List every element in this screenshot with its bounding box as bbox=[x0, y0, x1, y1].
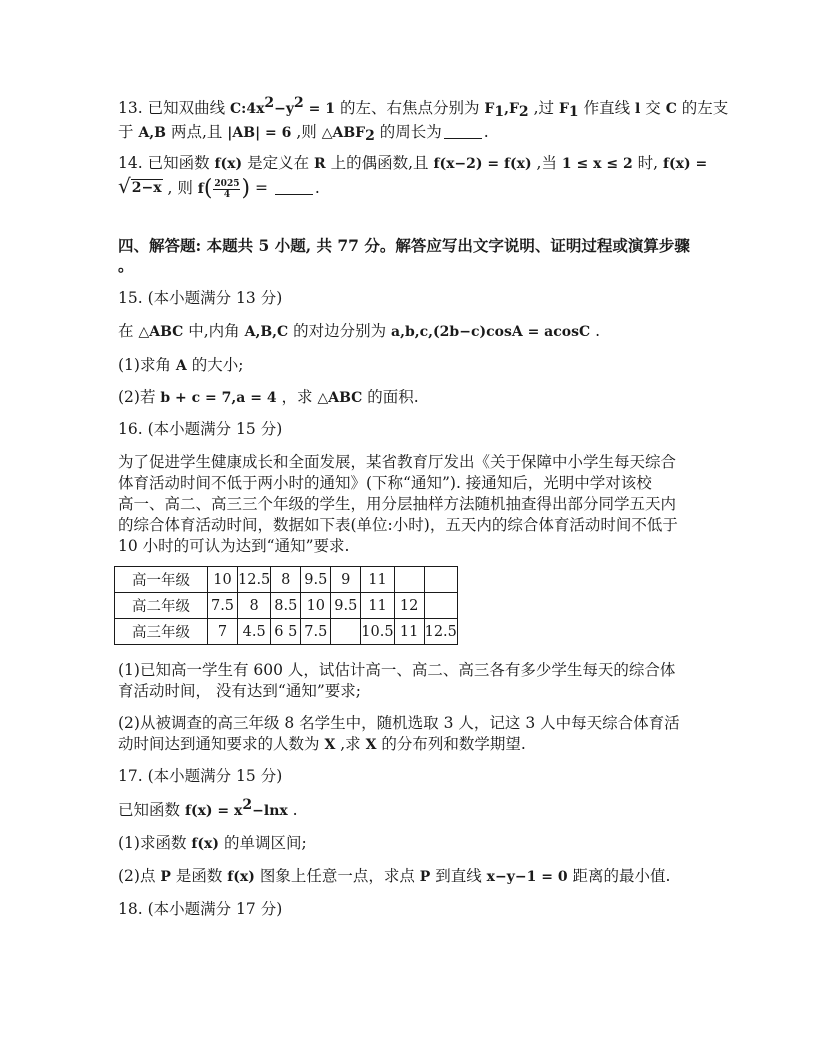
table-cell: 9.5 bbox=[301, 567, 331, 593]
table-cell: 8 bbox=[238, 593, 271, 619]
q16-para-line-3: 高一、高二、高三三个年级的学生，用分层抽样方法随机抽查得出部分同学五天内 bbox=[118, 495, 677, 513]
table-cell: 11 bbox=[361, 567, 394, 593]
table-cell: 12.5 bbox=[424, 619, 457, 645]
q16-para-line-1: 为了促进学生健康成长和全面发展，某省教育厅发出《关于保障中小学生每天综合 bbox=[118, 453, 677, 471]
table-cell: 9.5 bbox=[331, 593, 361, 619]
q17-stem: 已知函数 $f(x) = x^2-\ln x$ . bbox=[118, 797, 298, 819]
table-cell: 4.5 bbox=[238, 619, 271, 645]
q17-part-1: (1)求函数 f(x) 的单调区间; bbox=[118, 834, 307, 852]
q16-part-2-line-1: (2)从被调查的高三年级 8 名学生中，随机选取 3 人，记这 3 人中每天综合体育活 bbox=[118, 714, 680, 732]
table-cell: 11 bbox=[361, 593, 394, 619]
table-cell bbox=[394, 567, 424, 593]
table-cell: 8.5 bbox=[271, 593, 301, 619]
grade-label: 高二年级 bbox=[115, 593, 208, 619]
answer-blank[interactable] bbox=[275, 180, 313, 195]
q16-part-1-line-1: (1)已知高一学生有 600 人，试估计高一、高二、高三各有多少学生每天的综合体 bbox=[118, 661, 676, 679]
table-cell: 6 5 bbox=[271, 619, 301, 645]
q17-part-2: (2)点 P 是函数 f(x) 图象上任意一点，求点 P 到直线 x−y−1 = 0 距离的最小值. bbox=[118, 867, 671, 885]
table-cell: 7.5 bbox=[208, 593, 238, 619]
grade-label: 高三年级 bbox=[115, 619, 208, 645]
q15-stem: 在 △ABC 中,内角 A,B,C 的对边分别为 a,b,c,(2b−c)cosA = acosC . bbox=[118, 322, 600, 340]
q16-part-2-line-2: 动时间达到通知要求的人数为 X ,求 X 的分布列和数学期望. bbox=[118, 735, 526, 753]
q14-line-1: 14. 已知函数 f(x) 是定义在 R 上的偶函数,且 f(x−2) = f(x) ,当 1 ≤ x ≤ 2 时, f(x) = bbox=[118, 154, 708, 172]
table-row bbox=[115, 619, 458, 645]
grade-label: 高一年级 bbox=[115, 567, 208, 593]
table-row bbox=[115, 593, 458, 619]
sqrt-expression: √ 2−x bbox=[118, 174, 162, 198]
table-cell bbox=[424, 567, 457, 593]
table-cell: 8 bbox=[271, 567, 301, 593]
q15-part-2: (2)若 b + c = 7,a = 4 ，求 △ABC 的面积. bbox=[118, 388, 419, 406]
q15-header: 15. (本小题满分 13 分) bbox=[118, 289, 283, 307]
table-cell bbox=[424, 593, 457, 619]
table-cell: 7 bbox=[208, 619, 238, 645]
table-cell: 10.5 bbox=[361, 619, 394, 645]
q16-para-line-5: 10 小时的可认为达到“通知”要求. bbox=[118, 537, 350, 555]
section-4-heading: 四、解答题: 本题共 5 小题, 共 77 分。解答应写出文字说明、证明过程或演算步骤 bbox=[118, 236, 690, 255]
table-cell: 10 bbox=[301, 593, 331, 619]
table-cell: 11 bbox=[394, 619, 424, 645]
answer-blank[interactable] bbox=[444, 124, 482, 139]
table-cell: 12.5 bbox=[238, 567, 271, 593]
q17-header: 17. (本小题满分 15 分) bbox=[118, 767, 283, 785]
q18-header: 18. (本小题满分 17 分) bbox=[118, 900, 283, 918]
table-cell: 9 bbox=[331, 567, 361, 593]
table-cell: 12 bbox=[394, 593, 424, 619]
q14-line-2: √ 2−x , 则 f( $\frac{2025}{4}$ ) = . bbox=[118, 174, 320, 201]
section-4-heading-cont: 。 bbox=[118, 256, 134, 275]
fraction: $\frac{2025}{4}$ bbox=[214, 178, 240, 200]
q16-header: 16. (本小题满分 15 分) bbox=[118, 420, 283, 438]
table-cell: 10 bbox=[208, 567, 238, 593]
q13-line-2: 于 A,B 两点,且 |AB| = 6 ,则 $\triangle ABF_2$ 的周长为 . bbox=[118, 123, 489, 144]
q15-part-1: (1)求角 A 的大小; bbox=[118, 356, 244, 374]
q13-line-1: 13. 已知双曲线 $C:4x^2-y^2 = 1$ 的左、右焦点分别为 $F_1,F_2$ ,过 $F_1$ 作直线 l 交 C 的左支 bbox=[118, 95, 729, 120]
q16-part-1-line-2: 育活动时间， 没有达到“通知”要求; bbox=[118, 682, 361, 700]
activity-time-table bbox=[114, 566, 458, 645]
table-row bbox=[115, 567, 458, 593]
table-cell bbox=[331, 619, 361, 645]
table-cell: 7.5 bbox=[301, 619, 331, 645]
q16-para-line-2: 体育活动时间不低于两小时的通知》(下称“通知”). 接通知后，光明中学对该校 bbox=[118, 474, 652, 492]
q16-para-line-4: 的综合体育活动时间，数据如下表(单位:小时)，五天内的综合体育活动时间不低于 bbox=[118, 516, 678, 534]
